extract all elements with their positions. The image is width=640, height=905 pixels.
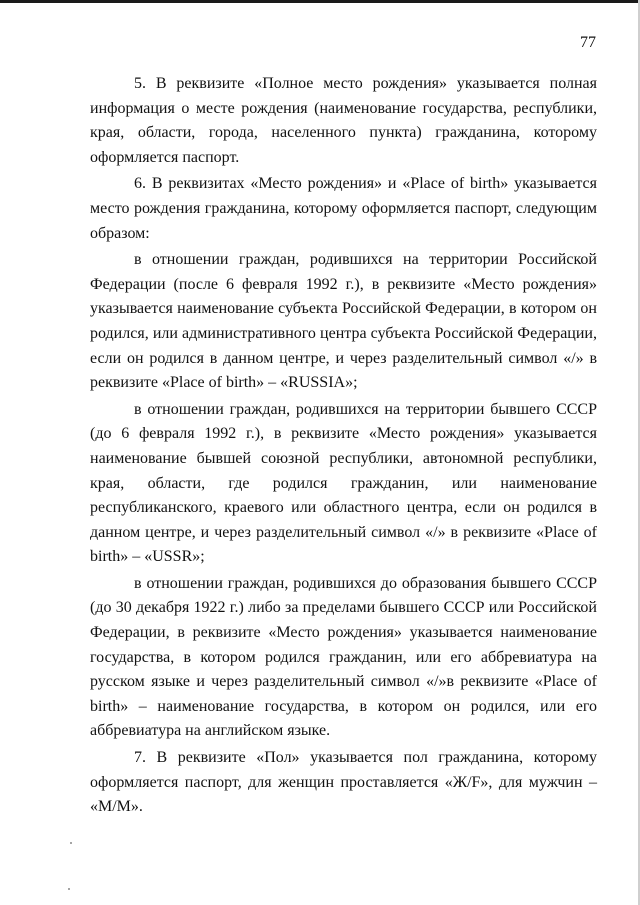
scan-top-border <box>0 0 640 3</box>
paragraph-item-6: 6. В реквизитах «Место рождения» и «Place of birth» указывается место рождения гражданина, которому оформляется паспорт, следующим образом: <box>90 175 597 242</box>
scan-speck <box>68 888 70 890</box>
paragraph-item-7: 7. В реквизите «Пол» указывается пол гражданина, которому оформляется паспорт, для женщин проставляется «Ж/F», для мужчин – «M/M». <box>90 749 597 816</box>
page-number: 77 <box>580 34 596 51</box>
paragraph-foreign-citizens: в отношении граждан, родившихся до образования бывшего СССР (до 30 декабря 1922 г.) либо за пределами бывшего СССР или Российской Федерации, в реквизите «Место рождения» указывается наименование государства, в котором родился гражданин, или его аббревиатура на русском языке и через разделительный символ «/»в реквизите «Place of birth» – наименование государства, в котором он родился, или его аббревиатура на английском языке. <box>90 574 597 740</box>
paragraph-item-5: 5. В реквизите «Полное место рождения» указывается полная информация о месте рождения (наименование государства, республики, края, области, города, населенного пункта) гражданина, которому оформляется паспорт. <box>90 75 597 166</box>
paragraph-ussr-citizens: в отношении граждан, родившихся на территории бывшего СССР (до 6 февраля 1992 г.), в реквизите «Место рождения» указывается наименование бывшей союзной республики, автономной республики, края, области, где родился гражданин, или наименование республиканского, краевого или областного центра, если он родился в данном центре, и через разделительный символ «/» в реквизите «Place of birth» – «USSR»; <box>90 400 597 566</box>
paragraph-russia-citizens: в отношении граждан, родившихся на территории Российской Федерации (после 6 февраля 1992 г.), в реквизите «Место рождения» указывается наименование субъекта Российской Федерации, в котором он родился, или административного центра субъекта Российской Федерации, если он родился в данном центре, и через разделительный символ «/» в реквизите «Place of birth» – «RUSSIA»; <box>90 251 597 392</box>
document-body <box>90 72 597 822</box>
scan-speck <box>70 842 72 844</box>
